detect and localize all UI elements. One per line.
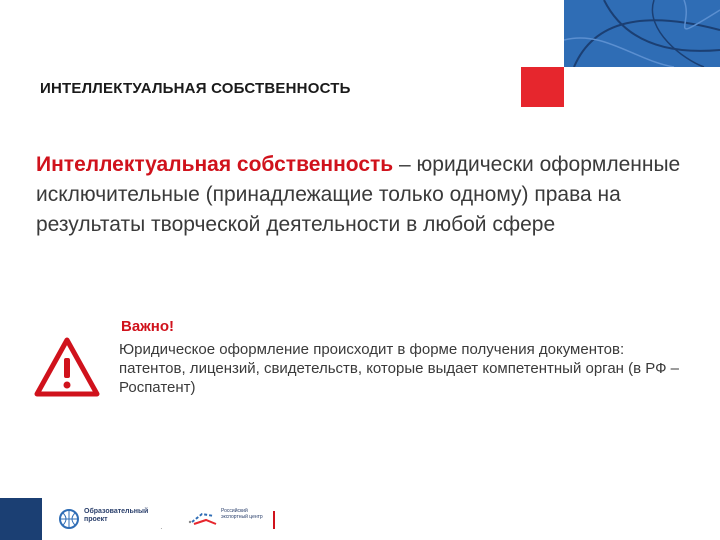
definition-text: – юридически оформленные исключительные (принадлежащие только одному) права на результаты творческой деятельности в любой сфере xyxy=(36,153,681,236)
notice-label: Важно! xyxy=(121,318,175,335)
footer-dot: · xyxy=(160,524,163,533)
notice-text: Юридическое оформление происходит в форме получения документов: патентов, лицензий, свидетельств, которые выдает компетентный орган (в РФ – Роспатент) xyxy=(119,341,680,396)
header-red-square xyxy=(521,67,564,107)
definition-paragraph xyxy=(36,150,696,240)
page-title: ИНТЕЛЛЕКТУАЛЬНАЯ СОБСТВЕННОСТЬ xyxy=(40,80,351,97)
warning-triangle-icon xyxy=(33,336,101,398)
export-center-logo-icon xyxy=(186,508,220,530)
footer-logo2-text: Российский экспортный центр xyxy=(221,508,263,520)
header-decoration xyxy=(564,0,720,67)
footer-divider xyxy=(273,511,275,529)
footer-blue-block xyxy=(0,498,42,540)
globe-logo-icon xyxy=(58,508,80,530)
definition-term: Интеллектуальная собственность xyxy=(36,153,394,176)
footer-logo1-text: Образовательный проект xyxy=(84,508,149,523)
